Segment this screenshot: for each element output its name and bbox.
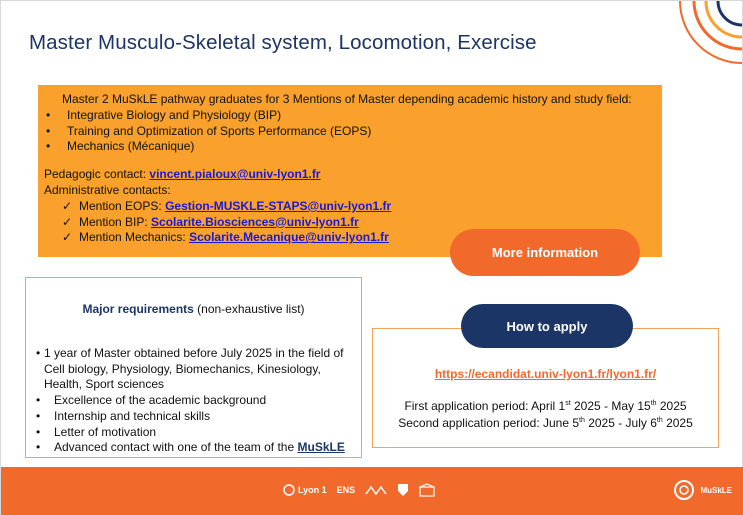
muskle-logo-icon	[673, 479, 695, 501]
admin-contact	[44, 199, 662, 215]
list-item	[44, 108, 662, 124]
mention-item: Integrative Biology and Physiology (BIP)	[67, 107, 282, 122]
bullet-icon: •	[36, 346, 41, 360]
requirement-item: Excellence of the academic background	[54, 393, 267, 408]
list-item	[34, 409, 355, 425]
requirement-prefix: Advanced contact with one of the team of the	[54, 440, 298, 455]
first-application-period: First application period: April 1st 2025 - May 15th 2025	[404, 399, 687, 413]
partner-building-icon	[419, 483, 435, 497]
admin-email-link[interactable]: Scolarite.Mecanique@univ-lyon1.fr	[189, 230, 389, 245]
admin-contact-label: Mention BIP:	[79, 214, 148, 229]
requirement-item	[54, 440, 345, 456]
ens-logo: ENS	[336, 485, 356, 495]
partner-wave-icon	[365, 484, 387, 496]
admin-contact	[44, 215, 662, 231]
muskle-link[interactable]: MuSkLE	[297, 440, 345, 455]
partner-logos	[283, 483, 435, 497]
how-to-apply-button[interactable]: How to apply	[461, 304, 633, 348]
list-item	[34, 440, 355, 456]
requirements-box	[25, 277, 362, 458]
admin-label: Administrative contacts:	[44, 182, 171, 197]
footer-bar	[1, 467, 743, 515]
bullet-icon: •	[46, 107, 51, 122]
requirements-title-bold: Major requirements	[82, 302, 194, 316]
requirement-item: 1 year of Master obtained before July 2025 in the field of Cell biology, Physiology, Biomechanics, Kinesiology, Health, Sport sciences	[43, 346, 344, 392]
admin-email-link[interactable]: Scolarite.Biosciences@univ-lyon1.fr	[151, 214, 359, 229]
list-item	[44, 139, 662, 155]
check-icon: ✓	[62, 214, 73, 229]
list-item	[34, 346, 355, 393]
decorative-arcs-icon	[672, 1, 742, 81]
partner-shield-icon	[397, 483, 409, 497]
pedagogic-email-link[interactable]: vincent.pialoux@univ-lyon1.fr	[149, 167, 321, 182]
second-application-period: Second application period: June 5th 2025 - July 6th 2025	[398, 416, 693, 430]
lyon1-icon	[283, 484, 295, 496]
mention-item: Training and Optimization of Sports Performance (EOPS)	[67, 123, 372, 138]
requirement-item: Internship and technical skills	[54, 408, 211, 423]
pedagogic-contact	[44, 167, 662, 183]
requirement-item: Letter of motivation	[54, 424, 157, 439]
bullet-icon: •	[46, 123, 51, 138]
mention-item: Mechanics (Mécanique)	[67, 139, 195, 154]
list-item	[34, 393, 355, 409]
list-item	[44, 124, 662, 140]
pedagogic-label: Pedagogic contact:	[44, 167, 147, 182]
admin-contact-label: Mention EOPS:	[79, 198, 162, 213]
bullet-icon: •	[46, 139, 51, 154]
bullet-icon: •	[36, 393, 41, 408]
lyon1-logo: Lyon 1	[283, 484, 327, 496]
bullet-icon: •	[36, 408, 41, 423]
requirements-title-rest: (non-exhaustive list)	[193, 302, 305, 316]
apply-url-row	[373, 367, 718, 381]
muskle-logo: MuSkLE	[673, 479, 732, 501]
requirements-list	[34, 346, 355, 456]
admin-email-link[interactable]: Gestion-MUSKLE-STAPS@univ-lyon1.fr	[165, 198, 392, 213]
bullet-icon: •	[36, 440, 41, 455]
info-intro: Master 2 MuSkLE pathway graduates for 3 Mentions of Master depending academic history and study field:	[62, 92, 632, 106]
check-icon: ✓	[62, 230, 73, 245]
requirements-title	[26, 302, 361, 316]
page-title: Master Musculo-Skeletal system, Locomotion, Exercise	[29, 31, 537, 54]
list-item	[34, 425, 355, 441]
more-information-button[interactable]: More information	[450, 229, 640, 276]
bullet-icon: •	[36, 424, 41, 439]
check-icon: ✓	[62, 198, 73, 213]
ecandidat-link[interactable]: https://ecandidat.univ-lyon1.fr/lyon1.fr/	[434, 367, 657, 381]
admin-contact-label: Mention Mechanics:	[79, 230, 186, 245]
